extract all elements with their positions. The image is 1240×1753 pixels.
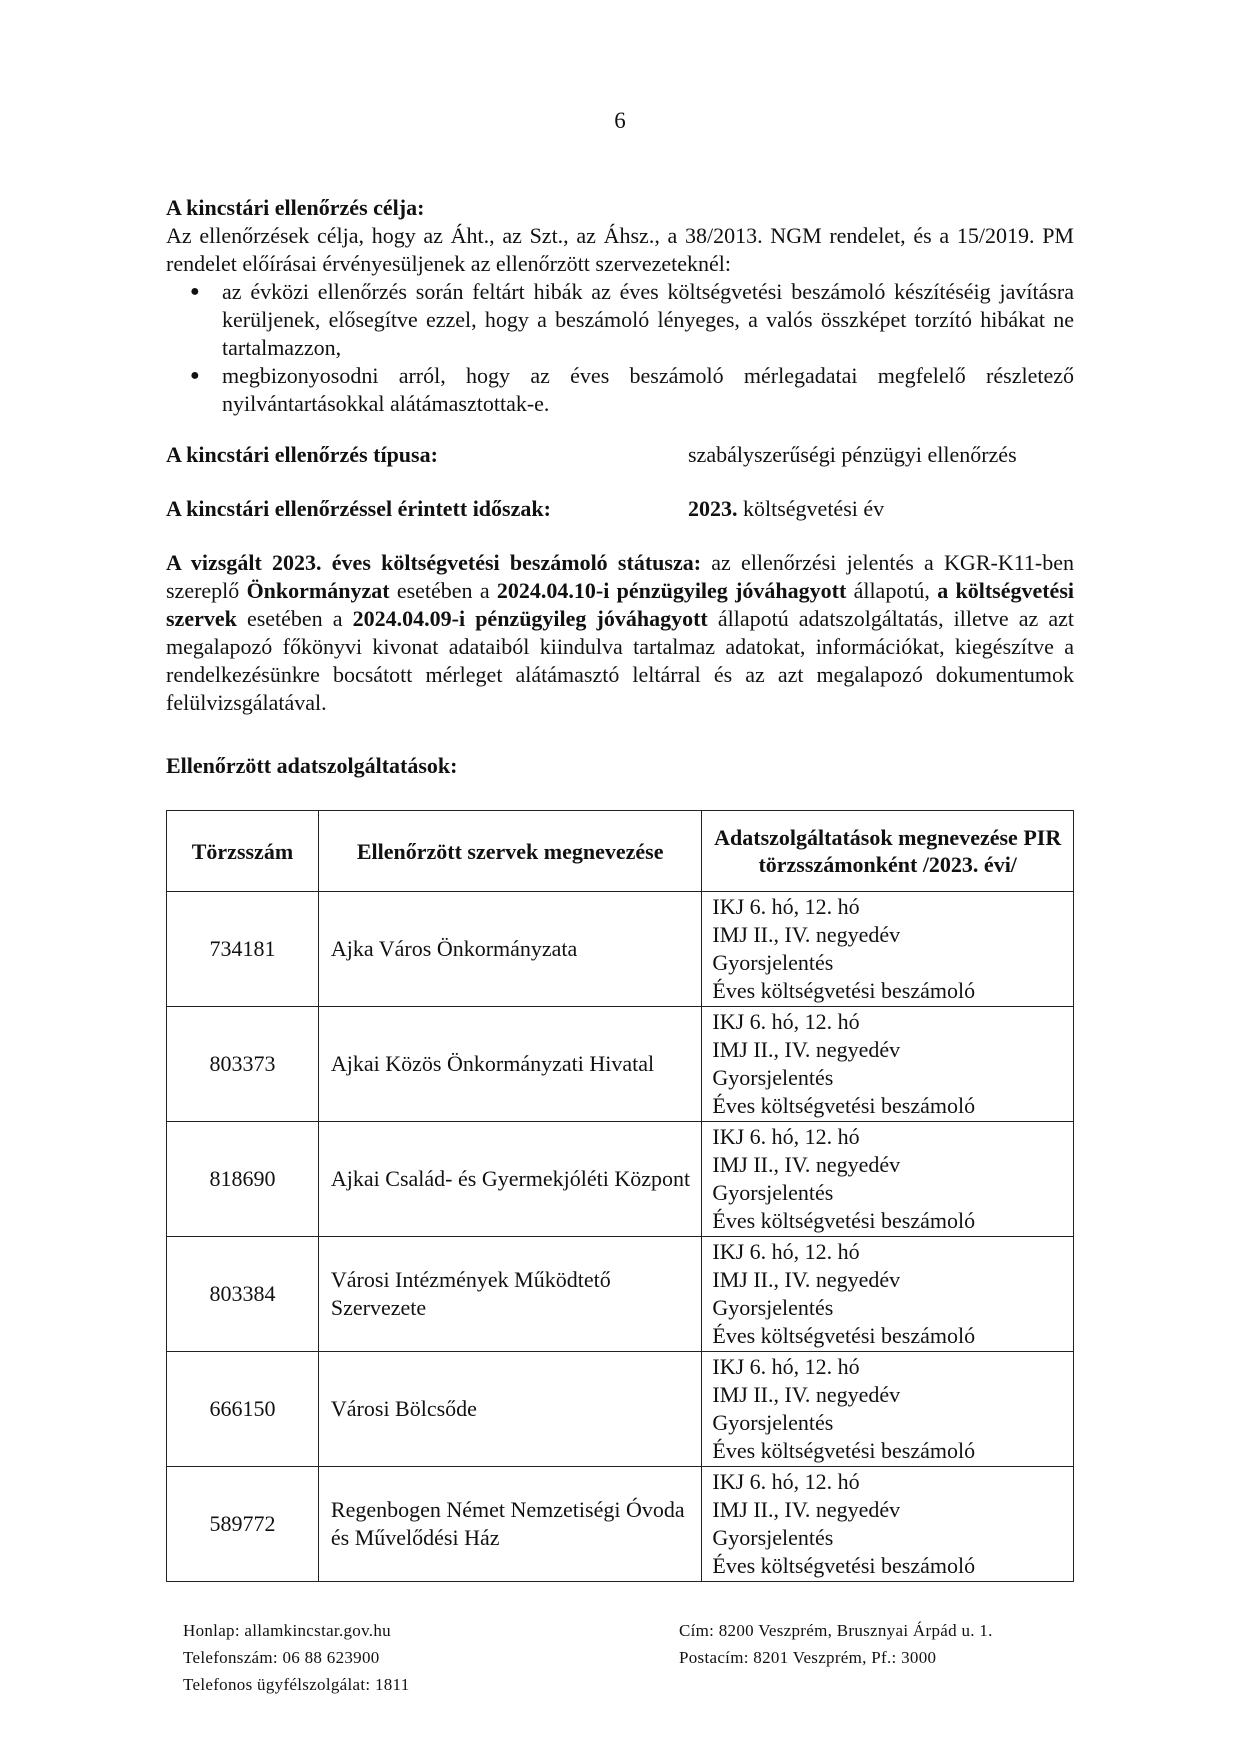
- column-header: Törzsszám: [167, 811, 319, 892]
- footer-website: Honlap: allamkincstar.gov.hu: [183, 1621, 391, 1640]
- organization-name: Városi Intézmények Működtető Szervezete: [318, 1237, 701, 1352]
- services-cell: [702, 1467, 1074, 1582]
- control-period-label: A kincstári ellenőrzéssel érintett időszak:: [166, 496, 551, 521]
- service-item: IMJ II., IV. negyedév: [712, 1152, 901, 1177]
- service-item: IKJ 6. hó, 12. hó: [712, 894, 860, 919]
- service-item: Gyorsjelentés: [712, 1410, 834, 1435]
- organization-name: Ajkai Család- és Gyermekjóléti Központ: [318, 1122, 701, 1237]
- registry-number: 803384: [167, 1237, 319, 1352]
- footer-contact: [183, 1617, 410, 1698]
- service-item: IMJ II., IV. negyedév: [712, 1267, 901, 1292]
- status-text: esetében a: [236, 606, 353, 631]
- service-item: IMJ II., IV. negyedév: [712, 1382, 901, 1407]
- goal-bullet-text: az évközi ellenőrzés során feltárt hibák az éves költségvetési beszámoló készítéséig javításra kerüljenek, elősegítve ezzel, hogy a beszámoló lényeges, a valós összképet torzító hibákat ne tartalmazzon,: [222, 279, 1074, 360]
- registry-number: 589772: [167, 1467, 319, 1582]
- table-row: [167, 1007, 1074, 1122]
- status-bold: Önkormányzat: [246, 578, 390, 603]
- organization-name: Regenbogen Német Nemzetiségi Óvoda és Művelődési Ház: [318, 1467, 701, 1582]
- control-period-value: [688, 496, 884, 522]
- registry-number: 666150: [167, 1352, 319, 1467]
- service-item: Gyorsjelentés: [712, 1295, 834, 1320]
- bullet-icon: ●: [190, 367, 200, 384]
- organization-name: Ajkai Közös Önkormányzati Hivatal: [318, 1007, 701, 1122]
- service-item: IKJ 6. hó, 12. hó: [712, 1354, 860, 1379]
- table-header-row: [167, 811, 1074, 892]
- table-row: [167, 892, 1074, 1007]
- footer-street-address: Cím: 8200 Veszprém, Brusznyai Árpád u. 1.: [679, 1621, 993, 1640]
- services-cell: [702, 1237, 1074, 1352]
- goal-bullet-item: [166, 362, 1074, 418]
- service-item: Gyorsjelentés: [712, 950, 834, 975]
- goal-bullet-list: [166, 278, 1074, 418]
- services-cell: [702, 892, 1074, 1007]
- table-row: [167, 1352, 1074, 1467]
- status-bold: a költségvetési szervek: [166, 578, 1074, 631]
- organization-name: Városi Bölcsőde: [318, 1352, 701, 1467]
- service-item: Éves költségvetési beszámoló: [712, 1323, 976, 1348]
- status-text: állapotú adatszolgáltatás, illetve az azt megalapozó főkönyvi kivonat adataiból kiindulva tartalmaz adatokat, információkat, kiegészítve a rendelkezésünkre bocsátott mérleget alátámasztó leltárral és az azt megalapozó dokumentumok felülvizsgálatával.: [166, 606, 1074, 715]
- service-item: Éves költségvetési beszámoló: [712, 1438, 976, 1463]
- services-cell: [702, 1352, 1074, 1467]
- goal-bullet-text: megbizonyosodni arról, hogy az éves beszámoló mérlegadatai megfelelő részletező nyilvántartásokkal alátámasztottak-e.: [222, 363, 1074, 416]
- status-text: állapotú,: [846, 578, 938, 603]
- services-cell: [702, 1122, 1074, 1237]
- footer-address: [679, 1617, 993, 1671]
- control-type-value: szabályszerűségi pénzügyi ellenőrzés: [688, 442, 1017, 467]
- status-text: esetében a: [389, 578, 497, 603]
- services-cell: [702, 1007, 1074, 1122]
- service-item: IKJ 6. hó, 12. hó: [712, 1124, 860, 1149]
- control-type-label: A kincstári ellenőrzés típusa:: [166, 442, 438, 467]
- service-item: Gyorsjelentés: [712, 1065, 834, 1090]
- organization-name: Ajka Város Önkormányzata: [318, 892, 701, 1007]
- column-header: Ellenőrzött szervek megnevezése: [318, 811, 701, 892]
- service-item: IKJ 6. hó, 12. hó: [712, 1469, 860, 1494]
- service-item: IKJ 6. hó, 12. hó: [712, 1009, 860, 1034]
- table-row: [167, 1122, 1074, 1237]
- status-text: az ellenőrzési jelentés a KGR-K11-ben szereplő: [166, 550, 1074, 603]
- status-paragraph: [166, 549, 1074, 717]
- service-item: IMJ II., IV. negyedév: [712, 1037, 901, 1062]
- period-text: költségvetési év: [737, 496, 885, 521]
- service-item: Gyorsjelentés: [712, 1180, 834, 1205]
- services-heading: Ellenőrzött adatszolgáltatások:: [166, 753, 458, 778]
- table-row: [167, 1467, 1074, 1582]
- page-number: 6: [614, 108, 626, 133]
- bullet-icon: ●: [190, 283, 200, 300]
- goal-section: [166, 194, 1074, 418]
- table-row: [167, 1237, 1074, 1352]
- service-item: Éves költségvetési beszámoló: [712, 978, 976, 1003]
- column-header: Adatszolgáltatások megnevezése PIR törzsszámonként /2023. évi/: [702, 811, 1074, 892]
- registry-number: 818690: [167, 1122, 319, 1237]
- service-item: Éves költségvetési beszámoló: [712, 1093, 976, 1118]
- period-year: 2023.: [688, 496, 738, 521]
- footer-helpline: Telefonos ügyfélszolgálat: 1811: [183, 1675, 410, 1694]
- service-item: IMJ II., IV. negyedév: [712, 922, 901, 947]
- service-item: Éves költségvetési beszámoló: [712, 1553, 976, 1578]
- service-item: Gyorsjelentés: [712, 1525, 834, 1550]
- registry-number: 803373: [167, 1007, 319, 1122]
- service-item: IMJ II., IV. negyedév: [712, 1497, 901, 1522]
- service-item: Éves költségvetési beszámoló: [712, 1208, 976, 1233]
- status-bold: 2024.04.10-i pénzügyileg jóváhagyott: [496, 578, 847, 603]
- status-label: A vizsgált 2023. éves költségvetési beszámoló státusza:: [166, 550, 702, 575]
- status-bold: 2024.04.09-i pénzügyileg jóváhagyott: [352, 606, 708, 631]
- goal-bullet-item: [166, 278, 1074, 362]
- footer-postal-address: Postacím: 8201 Veszprém, Pf.: 3000: [679, 1648, 937, 1667]
- service-item: IKJ 6. hó, 12. hó: [712, 1239, 860, 1264]
- goal-heading: A kincstári ellenőrzés célja:: [166, 195, 425, 220]
- services-table: [166, 810, 1074, 1582]
- registry-number: 734181: [167, 892, 319, 1007]
- goal-intro: Az ellenőrzések célja, hogy az Áht., az Szt., az Áhsz., a 38/2013. NGM rendelet, és a 15/2019. PM rendelet előírásai érvényesüljenek az ellenőrzött szervezeteknél:: [166, 223, 1074, 276]
- footer-phone: Telefonszám: 06 88 623900: [183, 1648, 380, 1667]
